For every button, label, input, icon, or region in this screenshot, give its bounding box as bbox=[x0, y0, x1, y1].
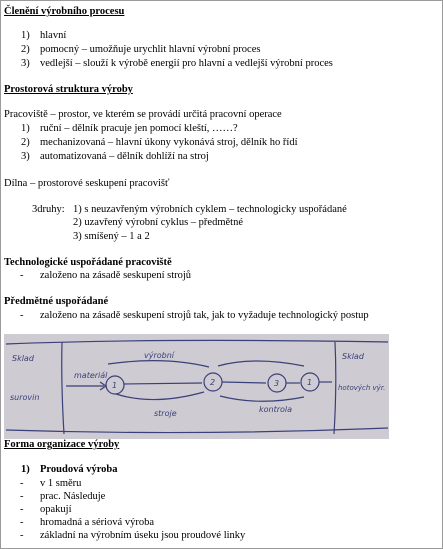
list5-bullet-1: - bbox=[20, 478, 24, 489]
sketch-left-divider bbox=[62, 342, 64, 434]
sketch-label-hotovych: hotových výr. bbox=[338, 384, 386, 392]
list1-num-2: 2) bbox=[21, 44, 30, 55]
sketch-label-surovin: surovin bbox=[10, 393, 40, 402]
list5-item-1: v 1 směru bbox=[40, 478, 82, 489]
list1-item-1: hlavní bbox=[40, 30, 67, 41]
druhy-item-3: 3) smíšený – 1 a 2 bbox=[73, 231, 150, 242]
sketch-right-divider bbox=[334, 342, 336, 434]
sub1-title: Proudová výroba bbox=[40, 464, 118, 475]
list5-item-5: základní na výrobním úseku jsou proudové linky bbox=[40, 530, 246, 541]
heading-technologicke: Technologické uspořádané pracoviště bbox=[4, 257, 172, 268]
sketch-node-2-label: 2 bbox=[210, 378, 216, 387]
heading-prostorova: Prostorová struktura výroby bbox=[4, 84, 133, 95]
sketch-loop-2 bbox=[218, 361, 304, 401]
pred-item: založeno na zásadě seskupení strojů tak, jak to vyžaduje technologický postup bbox=[40, 310, 369, 321]
sketch-node-3-label: 3 bbox=[274, 379, 280, 388]
list5-bullet-2: - bbox=[20, 491, 24, 502]
druhy-item-1: 1) s neuzavřeným výrobních cyklem – technologicky uspořádané bbox=[73, 204, 347, 215]
sketch-node-4-label: 1 bbox=[307, 378, 313, 387]
sketch-drawing bbox=[4, 334, 389, 439]
tech-bullet: - bbox=[20, 270, 24, 281]
druhy-item-2: 2) uzavřený výrobní cyklus – předmětné bbox=[73, 217, 243, 228]
heading-cleneni: Členění výrobního procesu bbox=[4, 6, 125, 17]
sketch-label-sklad-left: Sklad bbox=[12, 354, 34, 363]
list5-item-4: hromadná a sériová výroba bbox=[40, 517, 154, 528]
hand-sketch-photo bbox=[4, 334, 389, 439]
list5-item-2: prac. Následuje bbox=[40, 491, 106, 502]
sketch-label-sklad-right: Sklad bbox=[342, 352, 364, 361]
sketch-label-kontrola: kontrola bbox=[259, 405, 293, 414]
dilna-definition: Dílna – prostorové seskupení pracovišť bbox=[4, 178, 170, 189]
pred-bullet: - bbox=[20, 310, 24, 321]
list1-num-3: 3) bbox=[21, 58, 30, 69]
sketch-label-vyrobni: výrobní bbox=[144, 351, 175, 360]
list2-num-1: 1) bbox=[21, 123, 30, 134]
list2-num-2: 2) bbox=[21, 137, 30, 148]
heading-predmetne: Předmětné uspořádané bbox=[4, 296, 109, 307]
list5-bullet-5: - bbox=[20, 530, 24, 541]
heading-forma: Forma organizace výroby bbox=[4, 439, 120, 450]
sketch-arrow-1 bbox=[124, 383, 202, 384]
tech-item: založeno na zásadě seskupení strojů bbox=[40, 270, 192, 281]
sketch-node-1-label: 1 bbox=[112, 381, 118, 390]
list5-item-3: opakují bbox=[40, 504, 72, 515]
list5-bullet-4: - bbox=[20, 517, 24, 528]
sub1-num: 1) bbox=[21, 464, 30, 475]
druhy-label: 3druhy: bbox=[32, 204, 65, 215]
list2-item-3: automatizovaná – dělník dohlíží na stroj bbox=[40, 151, 209, 162]
list2-num-3: 3) bbox=[21, 151, 30, 162]
list2-item-1: ruční – dělník pracuje jen pomocí kleští, ……? bbox=[40, 123, 238, 134]
list5-bullet-3: - bbox=[20, 504, 24, 515]
list1-item-2: pomocný – umožňuje urychlit hlavní výrobní proces bbox=[40, 44, 261, 55]
pracoviste-definition: Pracoviště – prostor, ve kterém se provádí určitá pracovní operace bbox=[4, 109, 282, 120]
sketch-arrow-2 bbox=[222, 382, 266, 383]
sketch-label-material: materiál bbox=[74, 371, 108, 380]
list1-item-3: vedlejší – slouží k výrobě energií pro hlavní a vedlejší výrobní proces bbox=[40, 58, 333, 69]
list1-num-1: 1) bbox=[21, 30, 30, 41]
list2-item-2: mechanizovaná – hlavní úkony vykonává stroj, dělník ho řídí bbox=[40, 137, 298, 148]
sketch-top-line bbox=[6, 340, 388, 344]
sketch-label-stroje: stroje bbox=[154, 409, 177, 418]
